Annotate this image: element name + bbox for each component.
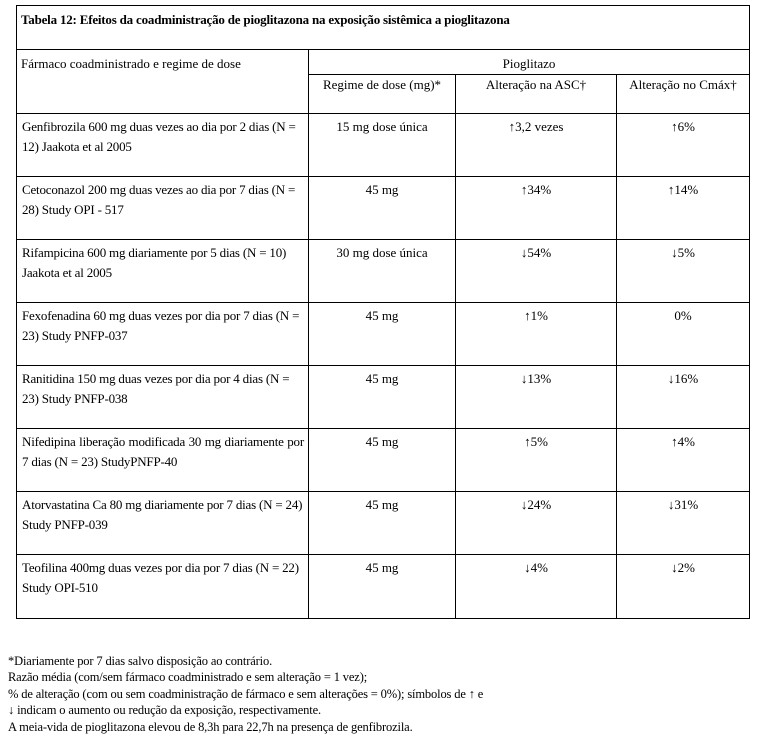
dose-cell: 45 mg	[309, 177, 456, 240]
asc-change-cell: ↓54%	[456, 240, 617, 303]
asc-change-cell: ↓24%	[456, 492, 617, 555]
footnote-ratio-note: Razão média (com/sem fármaco coadministrado e sem alteração = 1 vez);	[8, 670, 368, 685]
table-row	[17, 240, 750, 303]
table-row	[17, 177, 750, 240]
footnote-half-life-note: A meia-vida de pioglitazona elevou de 8,3h para 22,7h na presença de genfibrozila.	[8, 719, 413, 734]
drug-cell: Atorvastatina Ca 80 mg diariamente por 7 dias (N = 24) Study PNFP-039	[17, 492, 309, 555]
table-row	[17, 429, 750, 492]
asc-change-cell: ↑34%	[456, 177, 617, 240]
cmax-change-cell: ↓5%	[617, 240, 750, 303]
interaction-table	[16, 5, 750, 619]
dose-cell: 30 mg dose única	[309, 240, 456, 303]
drug-cell: Teofilina 400mg duas vezes por dia por 7 dias (N = 22) Study OPI-510	[17, 555, 309, 619]
dose-cell: 45 mg	[309, 555, 456, 619]
drug-cell: Fexofenadina 60 mg duas vezes por dia por 7 dias (N = 23) Study PNFP-037	[17, 303, 309, 366]
cmax-change-cell: ↓16%	[617, 366, 750, 429]
table-footnotes	[8, 653, 753, 735]
dose-cell: 45 mg	[309, 429, 456, 492]
dose-cell: 45 mg	[309, 492, 456, 555]
table-header-row-1	[17, 50, 750, 75]
header-cmax-column: Alteração no Cmáx†	[617, 75, 750, 114]
drug-cell: Rifampicina 600 mg diariamente por 5 dias (N = 10) Jaakota et al 2005	[17, 240, 309, 303]
footnote-arrows-note: ↓ indicam o aumento ou redução da exposição, respectivamente.	[8, 703, 321, 718]
drug-cell: Cetoconazol 200 mg duas vezes ao dia por 7 dias (N = 28) Study OPI - 517	[17, 177, 309, 240]
asc-change-cell: ↑5%	[456, 429, 617, 492]
asc-change-cell: ↑3,2 vezes	[456, 114, 617, 177]
header-pioglitazone-group: Pioglitazo	[309, 50, 750, 75]
cmax-change-cell: ↓2%	[617, 555, 750, 619]
footnote-dose-note: *Diariamente por 7 dias salvo disposição ao contrário.	[8, 654, 273, 668]
cmax-change-cell: ↑14%	[617, 177, 750, 240]
cmax-change-cell: ↑4%	[617, 429, 750, 492]
footnote-percent-note: % de alteração (com ou sem coadministração de fármaco e sem alterações = 0%); símbolos de ↑ e	[8, 686, 484, 701]
dose-cell: 45 mg	[309, 366, 456, 429]
cmax-change-cell: ↑6%	[617, 114, 750, 177]
asc-change-cell: ↑1%	[456, 303, 617, 366]
header-dose-column: Regime de dose (mg)*	[309, 75, 456, 114]
drug-cell: Nifedipina liberação modificada 30 mg diariamente por 7 dias (N = 23) StudyPNFP-40	[17, 429, 309, 492]
table-row	[17, 492, 750, 555]
asc-change-cell: ↓13%	[456, 366, 617, 429]
cmax-change-cell: 0%	[617, 303, 750, 366]
table-title-row	[17, 6, 750, 50]
table-row	[17, 303, 750, 366]
drug-cell: Genfibrozila 600 mg duas vezes ao dia por 2 dias (N = 12) Jaakota et al 2005	[17, 114, 309, 177]
header-asc-column: Alteração na ASC†	[456, 75, 617, 114]
table-row	[17, 555, 750, 619]
table-row	[17, 366, 750, 429]
drug-cell: Ranitidina 150 mg duas vezes por dia por 4 dias (N = 23) Study PNFP-038	[17, 366, 309, 429]
cmax-change-cell: ↓31%	[617, 492, 750, 555]
header-drug-column: Fármaco coadministrado e regime de dose	[17, 50, 309, 114]
dose-cell: 45 mg	[309, 303, 456, 366]
asc-change-cell: ↓4%	[456, 555, 617, 619]
table-row	[17, 114, 750, 177]
dose-cell: 15 mg dose única	[309, 114, 456, 177]
table-title: Tabela 12: Efeitos da coadministração de pioglitazona na exposição sistêmica a pioglitazona	[17, 6, 750, 50]
